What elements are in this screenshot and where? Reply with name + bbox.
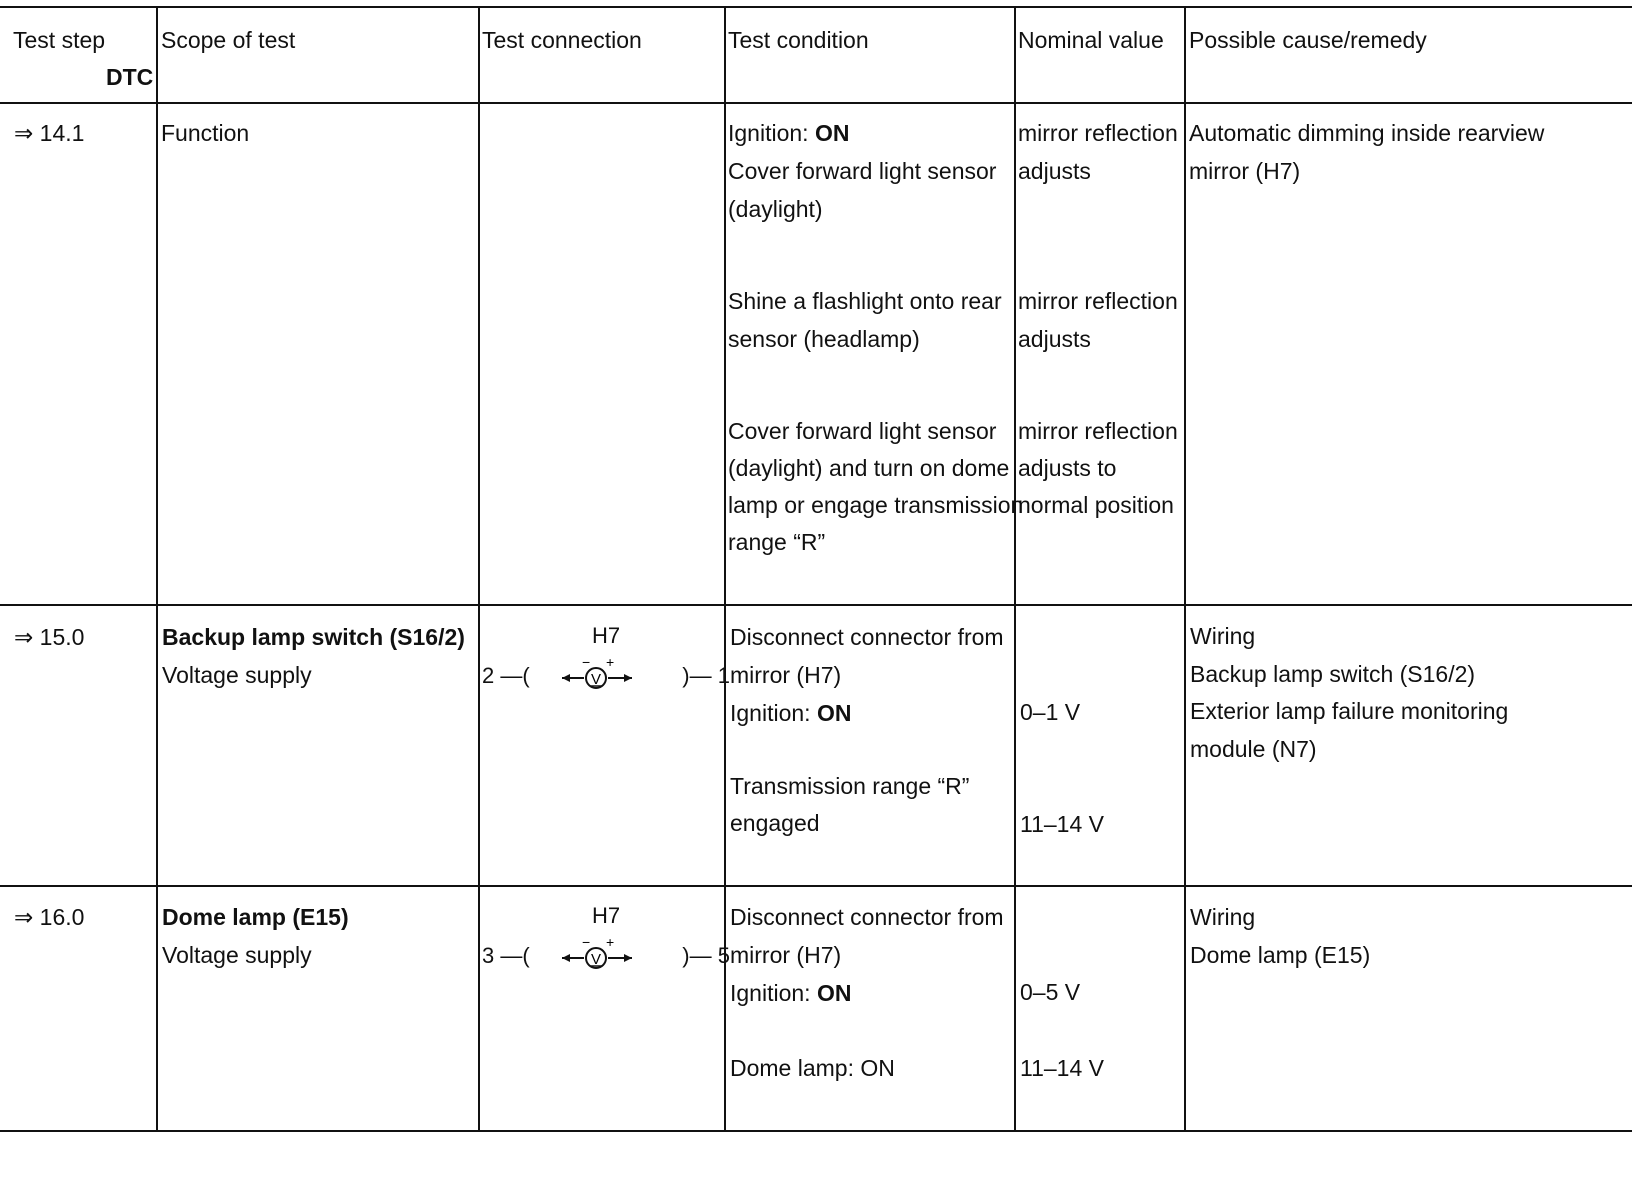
condition-line: engaged bbox=[730, 810, 820, 836]
svg-text:V: V bbox=[590, 671, 602, 688]
condition-line: (daylight) bbox=[728, 196, 823, 222]
row-16-0-step: ⇒ 16.0 bbox=[14, 904, 85, 930]
condition-line: Transmission range “R” bbox=[730, 773, 970, 799]
ignition-value: ON bbox=[816, 980, 852, 1006]
condition-line: (daylight) and turn on dome bbox=[728, 455, 1010, 481]
condition-line: Cover forward light sensor bbox=[728, 418, 997, 444]
nominal-line: mirror reflection bbox=[1018, 288, 1178, 314]
row-14-1-condition-2 bbox=[728, 282, 1002, 358]
row-15-0-condition-2 bbox=[730, 768, 969, 842]
header-scope: Scope of test bbox=[161, 27, 296, 53]
row-15-0-remedy bbox=[1190, 618, 1508, 768]
connection-component-label: H7 bbox=[591, 903, 621, 928]
rule-row1-bottom bbox=[0, 604, 1632, 606]
connection-pin-left: 2 —( bbox=[482, 663, 530, 688]
ignition-label: Ignition: bbox=[728, 120, 815, 146]
voltmeter-icon bbox=[560, 933, 650, 973]
condition-line: Shine a flashlight onto rear bbox=[728, 288, 1002, 314]
condition-line: sensor (headlamp) bbox=[728, 326, 920, 352]
remedy-line: Exterior lamp failure monitoring bbox=[1190, 698, 1509, 724]
rule-row2-bottom bbox=[0, 885, 1632, 887]
remedy-line: Dome lamp (E15) bbox=[1190, 942, 1371, 968]
condition-line: Disconnect connector from bbox=[730, 624, 1004, 650]
remedy-line: Automatic dimming inside rearview bbox=[1189, 120, 1545, 146]
row-14-1-condition-1 bbox=[728, 114, 996, 228]
nominal-line: mirror reflection bbox=[1018, 418, 1178, 444]
svg-text:−: − bbox=[582, 654, 591, 670]
nominal-line: adjusts to bbox=[1018, 455, 1117, 481]
connection-pin-right: )— 1 bbox=[682, 663, 730, 688]
row-14-1-step: ⇒ 14.1 bbox=[14, 120, 85, 146]
condition-line: mirror (H7) bbox=[730, 662, 842, 688]
scope-subtitle: Voltage supply bbox=[162, 942, 312, 968]
col-rule-4 bbox=[1014, 6, 1016, 1132]
nominal-line: adjusts bbox=[1018, 326, 1091, 352]
svg-text:+: + bbox=[606, 654, 615, 670]
row-14-1-nominal-2 bbox=[1018, 282, 1178, 358]
header-connection: Test connection bbox=[482, 27, 642, 53]
svg-text:+: + bbox=[606, 934, 615, 950]
ignition-value: ON bbox=[816, 700, 852, 726]
nominal-line: adjusts bbox=[1018, 158, 1091, 184]
rule-header-bottom bbox=[0, 102, 1632, 104]
svg-text:−: − bbox=[582, 934, 591, 950]
col-rule-2 bbox=[478, 6, 480, 1132]
row-14-1-nominal-1 bbox=[1018, 114, 1178, 190]
row-16-0-connection bbox=[482, 903, 730, 973]
remedy-line: Wiring bbox=[1190, 623, 1256, 649]
row-15-0-nominal-1: 0–1 V bbox=[1020, 699, 1081, 725]
condition-line: lamp or engage transmission bbox=[728, 492, 1024, 518]
nominal-line: normal position bbox=[1018, 492, 1174, 518]
row-16-0-nominal-2: 11–14 V bbox=[1020, 1055, 1104, 1081]
row-16-0-condition bbox=[730, 898, 1004, 1012]
row-14-1-nominal-3 bbox=[1018, 413, 1178, 524]
row-15-0-nominal-2: 11–14 V bbox=[1020, 811, 1104, 837]
condition-line: mirror (H7) bbox=[730, 942, 842, 968]
row-16-0-remedy bbox=[1190, 898, 1370, 974]
row-16-0-condition-2: Dome lamp: ON bbox=[730, 1055, 895, 1081]
connection-component-label: H7 bbox=[591, 623, 621, 648]
ignition-label: Ignition: bbox=[730, 980, 817, 1006]
nominal-line: mirror reflection bbox=[1018, 120, 1178, 146]
connection-pin-right: )— 5 bbox=[682, 943, 730, 968]
ignition-label: Ignition: bbox=[730, 700, 817, 726]
voltmeter-icon bbox=[560, 653, 650, 693]
row-16-0-nominal-1: 0–5 V bbox=[1020, 979, 1081, 1005]
row-14-1-condition-3 bbox=[728, 413, 1023, 561]
row-15-0-scope bbox=[162, 618, 465, 694]
remedy-line: Wiring bbox=[1190, 904, 1256, 930]
row-15-0-connection bbox=[482, 623, 730, 693]
scope-title: Dome lamp (E15) bbox=[162, 904, 349, 930]
connection-pin-left: 3 —( bbox=[482, 943, 530, 968]
header-test-step: Test step bbox=[13, 27, 106, 53]
rule-bottom bbox=[0, 1130, 1632, 1132]
header-remedy: Possible cause/remedy bbox=[1189, 27, 1427, 53]
remedy-line: Backup lamp switch (S16/2) bbox=[1190, 660, 1476, 687]
header-nominal: Nominal value bbox=[1018, 27, 1164, 53]
header-dtc: DTC bbox=[106, 64, 154, 90]
header-condition: Test condition bbox=[728, 27, 869, 53]
row-16-0-scope bbox=[162, 898, 349, 974]
col-rule-5 bbox=[1184, 6, 1186, 1132]
ignition-value: ON bbox=[814, 120, 850, 146]
row-14-1-scope: Function bbox=[161, 120, 250, 146]
condition-line: range “R” bbox=[728, 529, 826, 555]
remedy-line: module (N7) bbox=[1190, 735, 1317, 762]
scope-subtitle: Voltage supply bbox=[162, 662, 312, 688]
row-15-0-condition bbox=[730, 618, 1004, 732]
col-rule-1 bbox=[156, 6, 158, 1132]
row-14-1-remedy bbox=[1189, 114, 1544, 190]
svg-text:V: V bbox=[590, 951, 602, 968]
condition-line: Cover forward light sensor bbox=[728, 158, 997, 184]
scope-title: Backup lamp switch (S16/2) bbox=[162, 624, 465, 650]
condition-line: Disconnect connector from bbox=[730, 904, 1004, 930]
row-15-0-step: ⇒ 15.0 bbox=[14, 624, 85, 650]
rule-top bbox=[0, 6, 1632, 8]
remedy-line: mirror (H7) bbox=[1189, 158, 1301, 184]
